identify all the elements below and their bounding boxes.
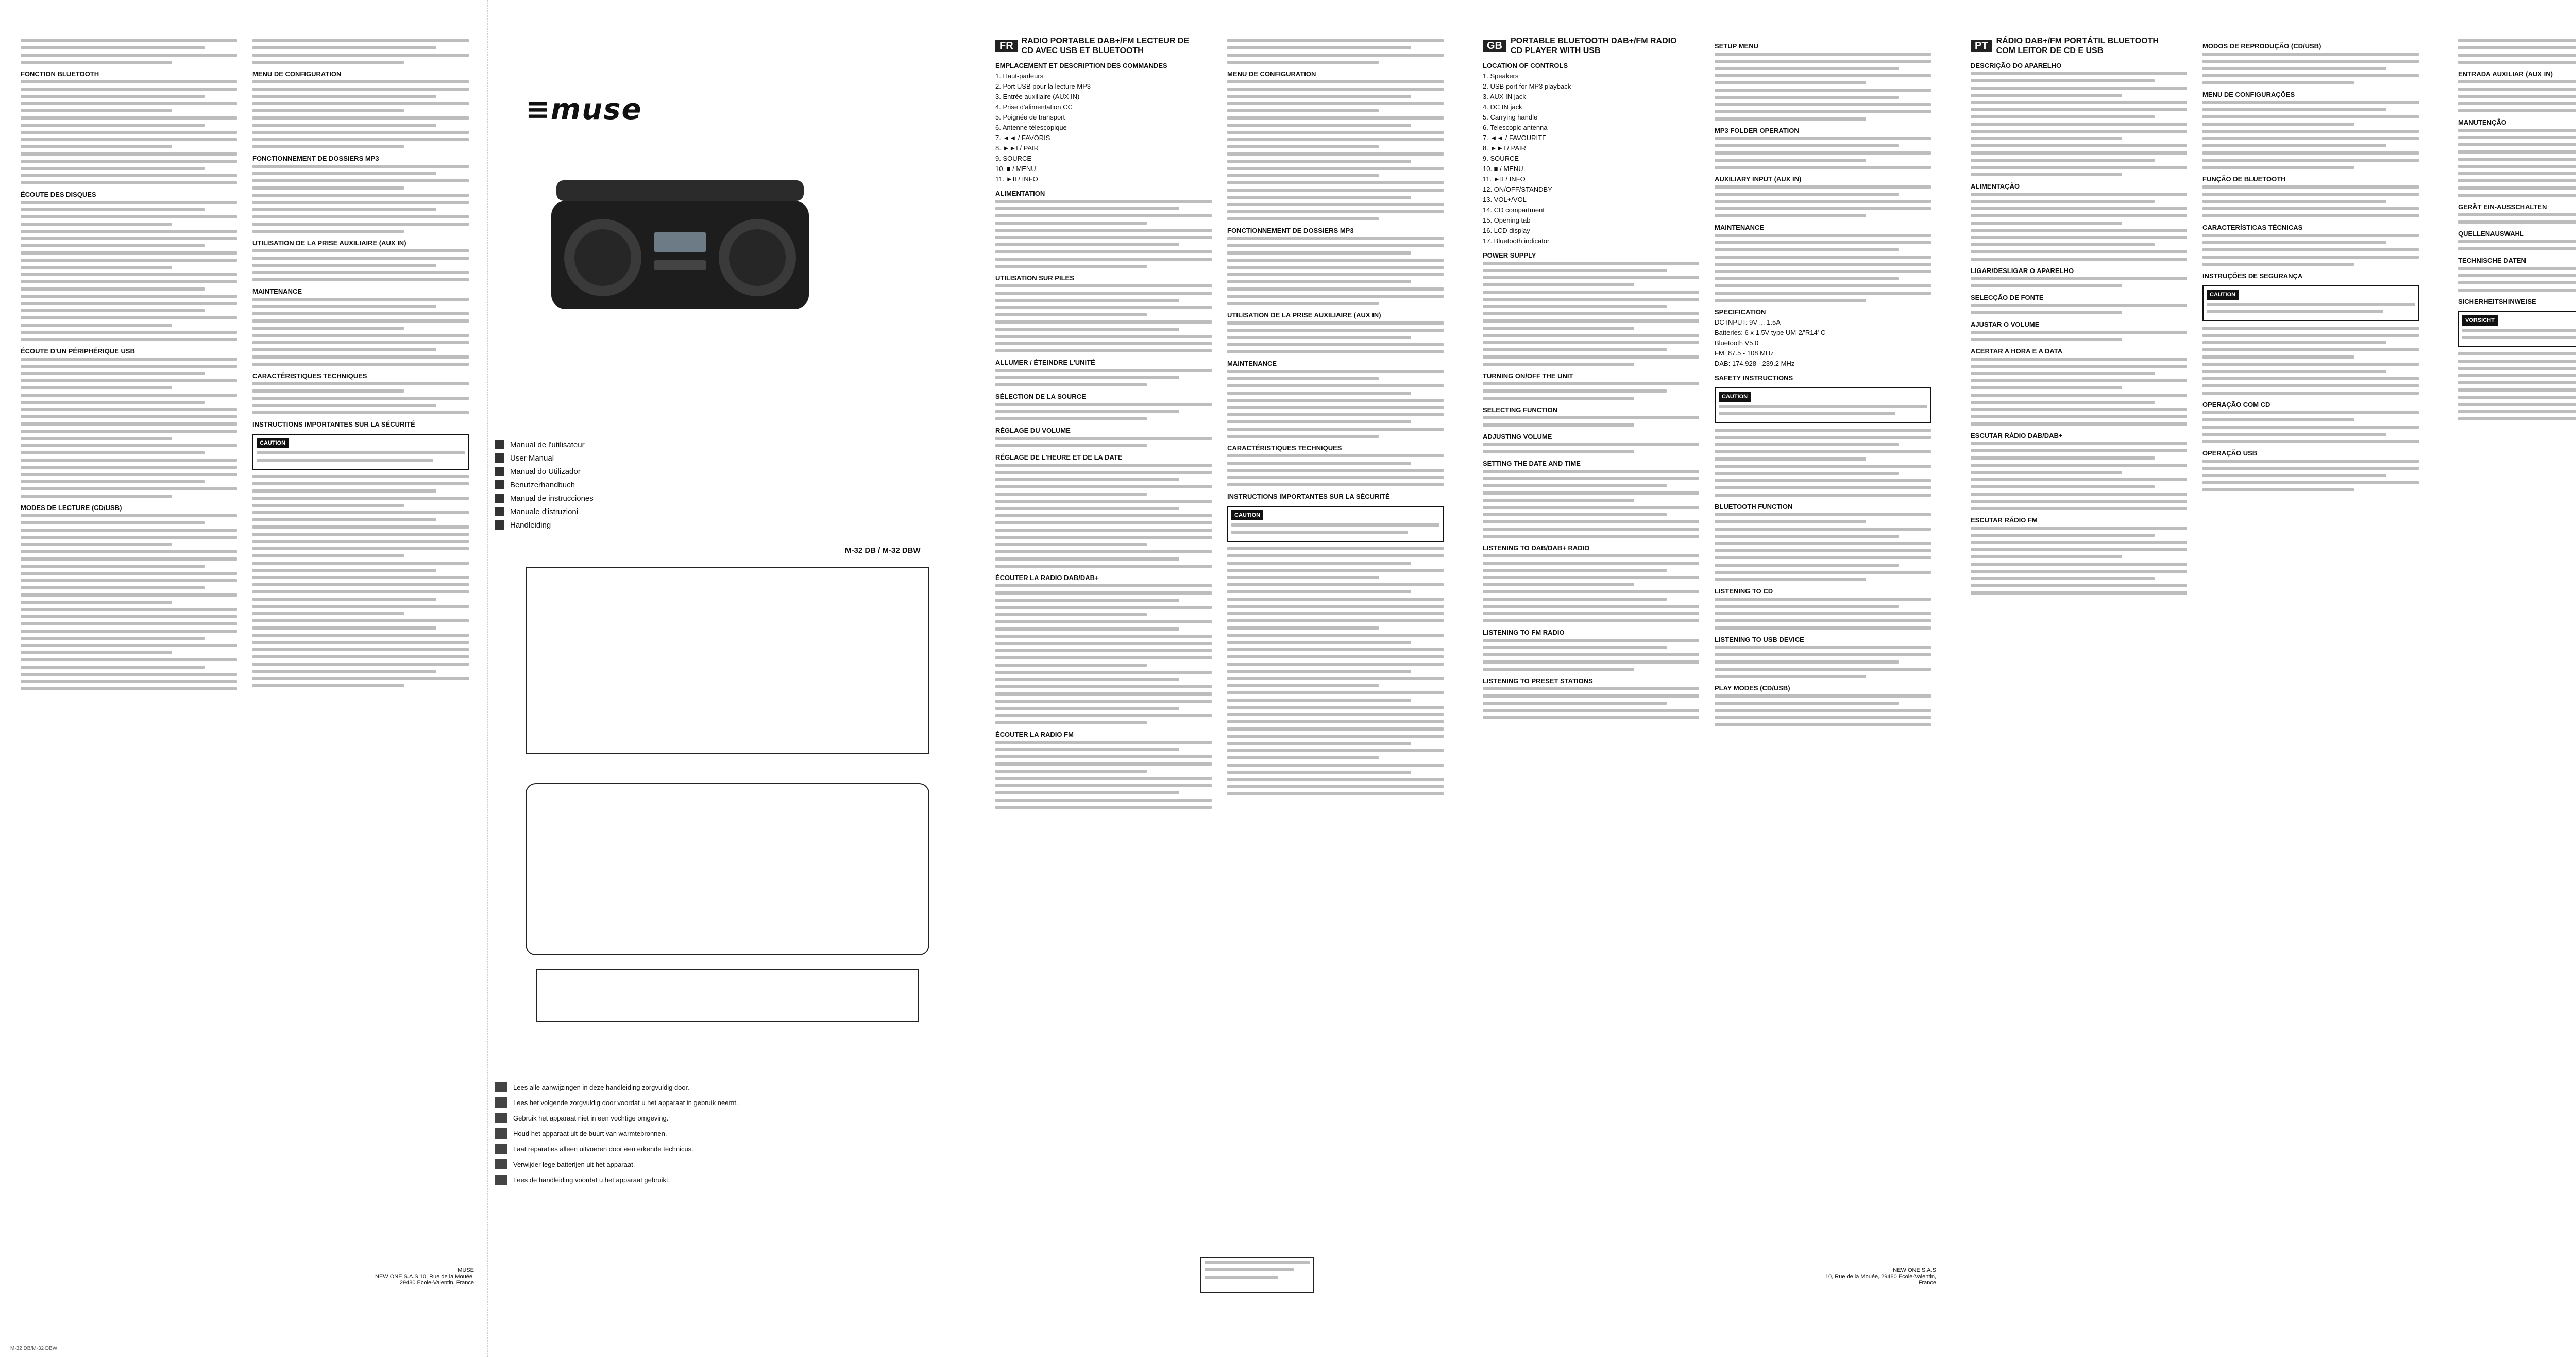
warning-box: CAUTION [1227, 506, 1444, 542]
water-icon [495, 1113, 507, 1123]
company-name: MUSE [457, 1267, 474, 1274]
section-heading: ESCUTAR RÁDIO FM [1971, 516, 2038, 524]
section-heading: ÉCOUTE D'UN PÉRIPHÉRIQUE USB [21, 347, 135, 355]
section-heading: ENTRADA AUXILIAR (AUX IN) [2458, 70, 2553, 78]
column-right [1227, 36, 1444, 800]
language-item: Manuale d'istruzioni [495, 505, 958, 518]
company-address [1823, 1267, 1936, 1286]
symbol-row: Lees het volgende zorgvuldig door voordat u het apparaat in gebruik neemt. [495, 1097, 948, 1108]
section-heading: QUELLENAUSWAHL [2458, 230, 2524, 238]
panel-french [975, 0, 1462, 1357]
symbol-row: Lees de handleiding voordat u het apparaat gebruikt. [495, 1175, 948, 1185]
section-heading: SICHERHEITSHINWEISE [2458, 298, 2536, 306]
section-heading: INSTRUCTIONS IMPORTANTES SUR LA SÉCURITÉ [252, 420, 415, 428]
section-heading: CARACTERÍSTICAS TÉCNICAS [2202, 224, 2303, 231]
section-heading: ADJUSTING VOLUME [1483, 433, 1552, 440]
column-left [21, 36, 237, 694]
section-heading: FONCTION BLUETOOTH [21, 70, 99, 78]
column-right [252, 36, 469, 691]
section-heading: MAINTENANCE [1227, 360, 1277, 367]
section-heading: SELECÇÃO DE FONTE [1971, 294, 2044, 301]
section-heading: INSTRUCTIONS IMPORTANTES SUR LA SÉCURITÉ [1227, 493, 1390, 500]
company-name: NEW ONE S.A.S [1893, 1267, 1936, 1274]
section-heading: LISTENING TO FM RADIO [1483, 629, 1565, 636]
language-badge: GB [1483, 40, 1506, 52]
section-heading: POWER SUPPLY [1483, 251, 1536, 259]
language-item: Manual de l'utilisateur [495, 438, 958, 451]
section-heading: LIGAR/DESLIGAR O APARELHO [1971, 267, 2074, 275]
flag-icon [495, 507, 504, 516]
language-item: User Manual [495, 451, 958, 465]
flag-icon [495, 480, 504, 489]
section-heading: ÉCOUTE DES DISQUES [21, 191, 96, 198]
product-title: RADIO PORTABLE DAB+/FM LECTEUR DE CD AVEC USB ET BLUETOOTH [1021, 37, 1190, 55]
section-heading: OPERAÇÃO COM CD [2202, 401, 2270, 409]
flag-icon [495, 467, 504, 476]
symbol-row: Houd het apparaat uit de buurt van warmtebronnen. [495, 1128, 948, 1139]
section-heading: FONCTIONNEMENT DE DOSSIERS MP3 [252, 155, 379, 162]
symbol-row: Laat reparaties alleen uitvoeren door een erkende technicus. [495, 1144, 948, 1154]
section-heading: LISTENING TO CD [1715, 587, 1773, 595]
product-title: RÁDIO DAB+/FM PORTÁTIL BLUETOOTH COM LEITOR DE CD E USB [1996, 37, 2159, 55]
symbol-row: Gebruik het apparaat niet in een vochtige omgeving. [495, 1113, 948, 1123]
section-heading: SÉLECTION DE LA SOURCE [995, 393, 1086, 400]
language-list [495, 438, 958, 532]
section-heading: SELECTING FUNCTION [1483, 406, 1558, 414]
section-heading: SETUP MENU [1715, 42, 1758, 50]
recycling-notice [1200, 1257, 1314, 1293]
section-heading: UTILISATION DE LA PRISE AUXILIAIRE (AUX IN) [252, 239, 406, 247]
section-heading: AJUSTAR O VOLUME [1971, 320, 2040, 328]
section-heading: ALIMENTATION [995, 190, 1045, 197]
company-address-text: 10, Rue de la Mouée, 29480 Ecole-Valentin, France [1825, 1274, 1936, 1286]
section-heading: MP3 FOLDER OPERATION [1715, 127, 1799, 134]
section-heading: SAFETY INSTRUCTIONS [1715, 374, 1793, 382]
language-item: Manual de instrucciones [495, 491, 958, 505]
section-heading: TECHNISCHE DATEN [2458, 257, 2526, 264]
column-left [1971, 36, 2187, 599]
section-heading: MODOS DE REPRODUÇÃO (CD/USB) [2202, 42, 2321, 50]
panel-portuguese [1950, 0, 2437, 1357]
section-heading: ÉCOUTER LA RADIO FM [995, 731, 1074, 738]
section-heading: TURNING ON/OFF THE UNIT [1483, 372, 1573, 380]
diagram-front-view [526, 783, 929, 955]
section-heading: AUXILIARY INPUT (AUX IN) [1715, 175, 1802, 183]
company-address [361, 1267, 474, 1286]
language-item: Benutzerhandbuch [495, 478, 958, 491]
column-left [2458, 36, 2576, 425]
section-heading: ALLUMER / ÉTEINDRE L'UNITÉ [995, 359, 1095, 366]
flag-icon [495, 440, 504, 449]
section-heading: ESCUTAR RÁDIO DAB/DAB+ [1971, 432, 2063, 439]
column-right [2202, 36, 2419, 496]
section-heading: RÉGLAGE DE L'HEURE ET DE LA DATE [995, 453, 1123, 461]
warning-box: CAUTION [252, 434, 469, 470]
language-item: Manual do Utilizador [495, 465, 958, 478]
section-heading: ACERTAR A HORA E A DATA [1971, 347, 2063, 355]
section-heading: EMPLACEMENT ET DESCRIPTION DES COMMANDES [995, 62, 1167, 70]
panel-french-back [0, 0, 487, 1357]
section-heading: MODES DE LECTURE (CD/USB) [21, 504, 122, 512]
section-heading: MAINTENANCE [252, 287, 302, 295]
section-heading: LOCATION OF CONTROLS [1483, 62, 1568, 70]
brand-name: muse [550, 93, 642, 126]
section-heading: GERÄT EIN-AUSSCHALTEN [2458, 203, 2547, 211]
section-heading: FUNÇÃO DE BLUETOOTH [2202, 175, 2286, 183]
diagram-top-view [526, 567, 929, 754]
section-heading: UTILISATION SUR PILES [995, 274, 1074, 282]
section-heading: SPECIFICATION [1715, 308, 1766, 316]
diagram-panel-view [536, 969, 919, 1022]
section-heading: SETTING THE DATE AND TIME [1483, 460, 1581, 467]
language-badge: PT [1971, 40, 1992, 52]
section-heading: LISTENING TO PRESET STATIONS [1483, 677, 1593, 685]
section-header [995, 36, 1212, 56]
flag-icon [495, 520, 504, 530]
section-heading: ALIMENTAÇÃO [1971, 182, 2020, 190]
section-heading: INSTRUÇÕES DE SEGURANÇA [2202, 272, 2303, 280]
section-heading: MANUTENÇÃO [2458, 118, 2506, 126]
model-number: M-32 DB / M-32 DBW [845, 546, 921, 555]
company-address-text: NEW ONE S.A.S 10, Rue de la Mouée, 29480 Ecole-Valentin, France [375, 1274, 474, 1286]
product-image [536, 170, 824, 325]
section-heading: MAINTENANCE [1715, 224, 1765, 231]
symbol-row: Lees alle aanwijzingen in deze handleiding zorgvuldig door. [495, 1082, 948, 1092]
section-heading: MENU DE CONFIGURAÇÕES [2202, 91, 2295, 98]
warning-icon [495, 1097, 507, 1108]
section-heading: UTILISATION DE LA PRISE AUXILIAIRE (AUX IN) [1227, 311, 1381, 319]
column-left: GB PORTABLE BLUETOOTH DAB+/FM RADIO CD PLAYER WITH USB LOCATION OF CONTROLS 1. Speakers 2. USB port for MP3 playback 3. AUX IN jack 4. DC IN jack 5. Carrying handle 6. Telescopic antenna 7. ◄◄ / FAVOURITE 8. ►►I / PAIR 9. SOURCE 10. ■ / MENU 11. ►II / INFO 12. ON/OFF/STANDBY 13. VOL+/VOL- 14. CD compartment 15. Opening tab 16. LCD display 17. Bluetooth indicator POWER SUPPLY TURNING ON/OFF THE UNIT SELECTING FUNCTION ADJUSTING VOLUME SETTING THE DATE AND TIME LISTENING TO DAB/DAB+ RADIO LISTENING TO FM RADIO LISTENING TO PRESET STATIONS [1483, 36, 1699, 723]
column-right: SETUP MENU MP3 FOLDER OPERATION AUXILIARY INPUT (AUX IN) MAINTENANCE SPECIFICATION DC INPUT: 9V ... 1.5A Batteries: 6 x 1.5V type UM-2/'R14' C Bluetooth V5.0 FM: 87.5 - 108 MHz DAB: 174.928 - 239.2 MHz SAFETY INSTRUCTIONS CAUTION BLUETOOTH FUNCTION LISTENING TO CD LISTENING TO USB DEVICE PLAY MODES (CD/USB) [1715, 36, 1931, 731]
section-header [1971, 36, 2187, 56]
section-heading: LISTENING TO USB DEVICE [1715, 636, 1804, 643]
section-heading: CARACTÉRISTIQUES TECHNIQUES [252, 372, 367, 380]
section-heading: MENU DE CONFIGURATION [252, 70, 342, 78]
flag-icon [495, 494, 504, 503]
print-code-left: M-32 DB/M-32 DBW [10, 1346, 58, 1351]
text-block [21, 39, 237, 690]
panel-english [1462, 0, 1950, 1357]
section-heading: MENU DE CONFIGURATION [1227, 70, 1316, 78]
section-header [1483, 36, 1699, 56]
section-heading: BLUETOOTH FUNCTION [1715, 503, 1793, 511]
section-heading: OPERAÇÃO USB [2202, 449, 2258, 457]
panel-german [2437, 0, 2576, 1357]
brand-logo: ≡muse [526, 93, 642, 126]
warning-box: CAUTION [2202, 285, 2419, 321]
section-heading: PLAY MODES (CD/USB) [1715, 684, 1790, 692]
battery-icon [495, 1159, 507, 1169]
info-icon [495, 1082, 507, 1092]
section-heading: ÉCOUTER LA RADIO DAB/DAB+ [995, 574, 1099, 582]
language-badge: FR [995, 40, 1018, 52]
manual-icon [495, 1175, 507, 1185]
symbol-row: Verwijder lege batterijen uit het apparaat. [495, 1159, 948, 1169]
section-heading: DESCRIÇÃO DO APARELHO [1971, 62, 2062, 70]
section-heading: RÉGLAGE DU VOLUME [995, 427, 1071, 434]
section-heading: LISTENING TO DAB/DAB+ RADIO [1483, 544, 1590, 552]
warning-box: VORSICHT [2458, 311, 2576, 347]
section-heading: CARACTÉRISTIQUES TECHNIQUES [1227, 444, 1342, 452]
warning-box: CAUTION [1715, 387, 1931, 423]
flag-icon [495, 453, 504, 463]
product-title: PORTABLE BLUETOOTH DAB+/FM RADIO CD PLAYER WITH USB [1511, 37, 1677, 55]
repair-icon [495, 1144, 507, 1154]
heat-icon [495, 1128, 507, 1139]
language-item: Handleiding [495, 518, 958, 532]
column-left: FR RADIO PORTABLE DAB+/FM LECTEUR DE CD AVEC USB ET BLUETOOTH EMPLACEMENT ET DESCRIPTION DES COMMANDES 1. Haut-parleurs 2. Port USB pour la lecture MP3 3. Entrée auxiliaire (AUX IN) 4. Prise d'alimentation CC 5. Poignée de transport 6. Antenne télescopique 7. ◄◄ / FAVORIS 8. ►►I / PAIR 9. SOURCE 10. ■ / MENU 11. ►II / INFO ALIMENTATION UTILISATION SUR PILES ALLUMER / ÉTEINDRE L'UNITÉ SÉLECTION DE LA SOURCE RÉGLAGE DU VOLUME RÉGLAGE DE L'HEURE ET DE LA DATE ÉCOUTER LA RADIO DAB/DAB+ ÉCOUTER LA RADIO FM [995, 36, 1212, 813]
section-heading: FONCTIONNEMENT DE DOSSIERS MP3 [1227, 227, 1354, 234]
